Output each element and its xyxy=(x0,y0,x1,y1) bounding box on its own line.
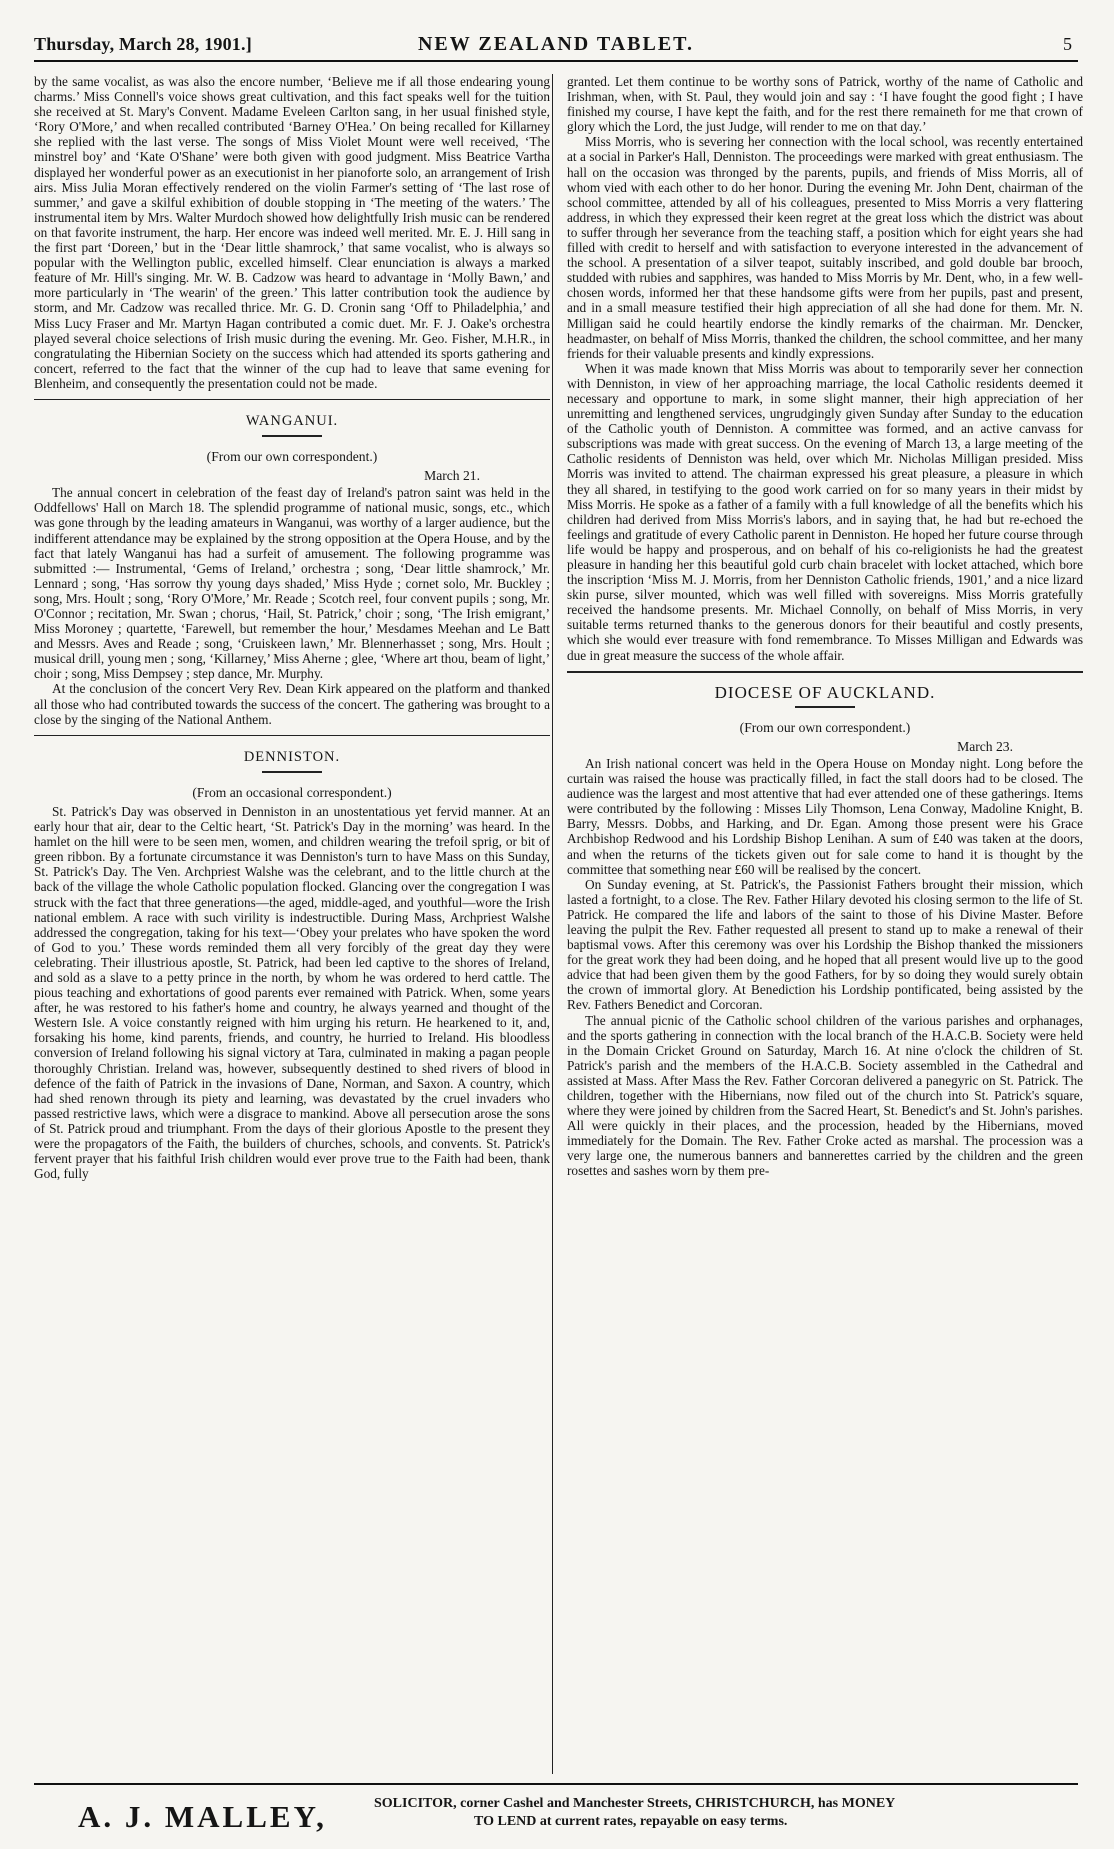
article-paragraph: granted. Let them continue to be worthy sons of Patrick, worthy of the name of Catholic and Irishman, when, with St. Paul, they would join and say : ‘I have fought the good fight ; I have finished my course, I have kept the faith, and for the rest there remaineth for me that crown of glory which the Lord, the just Judge, will render to me on that day.’ xyxy=(567,74,1083,135)
masthead-title: NEW ZEALAND TABLET. xyxy=(417,33,695,55)
issue-date: Thursday, March 28, 1901.] xyxy=(34,34,252,54)
article-paragraph: On Sunday evening, at St. Patrick's, the Passionist Fathers brought their mission, which lasted a fortnight, to a close. The Rev. Father Hilary devoted his closing sermon to the life of St. Patrick. He compared the life and labors of the saint to those of his Divine Master. Before leaving the pulpit the Rev. Father requested all present to stand up to make a renewal of their baptismal vows. After this ceremony was over his Lordship the Bishop thanked the missioners for the great work they had been doing, and he hoped that all present would live up to the good advice that had been given them by the good Fathers, for by so doing they would surely obtain the crown of immortal glory. At Benediction his Lordship pontificated, being assisted by the Rev. Fathers Benedict and Corcoran. xyxy=(567,876,1083,1013)
advertisement-text xyxy=(374,1795,1014,1831)
article-paragraph: When it was made known that Miss Morris was about to temporarily sever her connection with Denniston, in view of her approaching marriage, the local Catholic residents deemed it necessary and opportune to mark, in some slight manner, their high appreciation of her unremitting and lengthened services, ungrudgingly given Sunday after Sunday to the education of the Catholic youth of Denniston. A committee was formed, and an active canvass for subscriptions was made with great success. On the evening of March 13, a large meeting of the Catholic residents of Denniston was held, over which Mr. Nicholas Milligan presided. Miss Morris was invited to attend. The chairman expressed his great pleasure, a pleasure in which they all shared, in testifying to the good work carried on for so many years in their midst by Miss Morris. He spoke as a father of a family with a full knowledge of all the benefits which his children had derived from Miss Morris's labors, and in saying that, he had but re-echoed the feelings and gratitude of every Catholic parent in Denniston. He hoped her future course through life would be happy and prosperous, and on behalf of his co-religionists he had the greatest pleasure in handing her this beautiful gold curb chain bracelet with locket attached, which bore the inscription ‘Miss M. J. Morris, from her Denniston Catholic friends, 1901,’ and a nice lizard skin purse, silver mounted, which was well filled with sovereigns. Miss Morris gratefully received the handsome presents. Mr. Michael Connolly, on behalf of Miss Morris, in very suitable terms returned thanks to the generous donors for their beautiful and costly presents, which she would ever treasure with fond remembrance. To Misses Milligan and Edwards was due in great measure the success of the whole affair. xyxy=(567,360,1083,663)
page-header xyxy=(34,32,1078,62)
advertisement-line: TO LEND at current rates, repayable on easy terms. xyxy=(474,1814,788,1829)
article-paragraph: St. Patrick's Day was observed in Denniston in an unostentatious yet fervid manner. At an early hour that air, dear to the Celtic heart, ‘St. Patrick's Day in the morning’ was heard. In the hamlet on the hill were to be seen men, women, and children wearing the trefoil sprig, or bit of green ribbon. By a fortunate circumstance it was Denniston's turn to have Mass on this Sunday, St. Patrick's Day. The Ven. Archpriest Walshe was the celebrant, and to the little church at the back of the village the whole Catholic population flocked. Glancing over the congregation I was struck with the fact that three generations—the aged, middle-aged, and youthful—wore the Irish national emblem. A race with such virility is indestructible. During Mass, Archpriest Walshe addressed the congregation, taking for his text—‘Obey your prelates who have spoken the word of God to you.’ These words reminded them all very forcibly of the great day they were celebrating. Their illustrious apostle, St. Patrick, had been led captive to the shores of Ireland, and sold as a slave to a petty prince in the north, by whom he was ordered to herd cattle. The pious teaching and exhortations of good parents ever remained with Patrick. When, some years after, he was restored to his father's home and country, he always yearned and thought of the Western Isle. A voice constantly reigned with him urging his return. He hearkened to it, and, forsaking his home, kind parents, friends, and country, he hurried to Ireland. His bloodless conversion of Ireland following his signal victory at Tara, culminated in making a pagan people thoroughly Christian. Ireland was, however, subsequently destined to shed rivers of blood in defence of the faith of Patrick in the invasions of Dane, Norman, and Saxon. A country, which had shed renown through its piety and learning, was devastated by the cruel invaders who passed restrictive laws, which were a disgrace to mankind. Above all persecution arose the sons of St. Patrick proud and triumphant. From the days of their glorious Apostle to the present they were the propagators of the Faith, the builders of churches, schools, and convents. St. Patrick's fervent prayer that his faithful Irish children would ever prove true to the Faith had been, thank God, fully xyxy=(34,803,550,1182)
article-paragraph: Miss Morris, who is severing her connection with the local school, was recently entertained at a social in Parker's Hall, Denniston. The proceedings were marked with great enthusiasm. The hall on the occasion was thronged by the parents, pupils, and friends of Miss Morris, all of whom vied with each other to do her honor. During the evening Mr. John Dent, chairman of the school committee, attended by all of his colleagues, presented to Miss Morris a very flattering address, in which they expressed their keen regret at the great loss which the district was about to suffer through her severance from the teaching staff, a position which for eight years she had filled with credit to herself and with satisfaction to everyone interested in the advancement of the school. A presentation of a silver teapot, suitably inscribed, and gold double bar brooch, studded with rubies and sapphires, was handed to Miss Morris by Mr. Dent, who, in a few well-chosen words, informed her that these handsome gifts were from her pupils, past and present, and in a small measure testified their high appreciation of all she had done for them. Mr. N. Milligan said he could heartily endorse the kindly remarks of the chairman. Mr. Dencker, headmaster, on behalf of Miss Morris, thanked the children, the school committee, and her many friends for their valuable presents and kindly expressions. xyxy=(567,134,1083,361)
dateline: March 21. xyxy=(424,468,480,484)
section-heading-denniston: DENNISTON. xyxy=(243,748,341,765)
correspondent-line: (From our own correspondent.) xyxy=(206,449,378,465)
article-paragraph: The annual picnic of the Catholic school children of the various parishes and orphanages, and the sports gathering in connection with the local branch of the H.A.C.B. Society were held in the Domain Cricket Ground on Saturday, March 16. At nine o'clock the children of St. Patrick's parish and the members of the H.A.C.B. Society assembled in the Cathedral and assisted at Mass. After Mass the Rev. Father Corcoran delivered a panegyric on St. Patrick. The children, together with the Hibernians, now filed out of the church into St. Patrick's square, where they were joined by children from the Sacred Heart, St. Benedict's and St. John's parishes. All were quickly in their places, and the procession, headed by the Hibernians, moved immediately for the Domain. The Rev. Father Croke acted as marshal. The procession was a very large one, the numerous banners and bannerettes carried by the children and the green rosettes and sashes worn by them pre- xyxy=(567,1012,1083,1179)
advertisement xyxy=(34,1783,1078,1841)
heading-rule xyxy=(262,771,322,773)
article-paragraph: An Irish national concert was held in the Opera House on Monday night. Long before the curtain was raised the house was practically filled, in fact the stall doors had to be closed. The audience was the largest and most attentive that had ever attended one of these gatherings. Items were contributed by the following : Misses Lily Thomson, Lena Conway, Madoline Knight, B. Barry, Messrs. Dobbs, and Harking, and Dr. Egan. Among those present were his Grace Archbishop Redwood and his Lordship Bishop Lenihan. A sum of £40 was taken at the doors, and when the returns of the tickets given out for sale come to hand it is thought by the committee that something near £60 will be realised by the concert. xyxy=(567,755,1083,877)
advertisement-line: SOLICITOR, corner Cashel and Manchester Streets, CHRISTCHURCH, has MONEY xyxy=(374,1796,896,1811)
advertiser-name: A. J. MALLEY, xyxy=(78,1799,327,1834)
page-number: 5 xyxy=(1063,34,1072,54)
article-paragraph: The annual concert in celebration of the feast day of Ireland's patron saint was held in the Oddfellows' Hall on March 18. The splendid programme of national music, songs, etc., which was gone through by the leading amateurs in Wanganui, was worthy of a larger audience, but the indifferent attendance may be explained by the strong opposition at the Opera House, and by the fact that lately Wanganui has had a surfeit of amusement. The following programme was submitted :— Instrumental, ‘Gems of Ireland,’ orchestra ; song, ‘Dear little shamrock,’ Mr. Lennard ; song, ‘Has sorrow thy young days shaded,’ Miss Hyde ; cornet solo, Mr. Buckley ; song, Mrs. Hoult ; song, ‘Rory O'More,’ Mr. Reade ; Scotch reel, four convent pupils ; song, Mr. O'Connor ; recitation, Mr. Swan ; chorus, ‘Hail, St. Patrick,’ choir ; song, ‘The Irish emigrant,’ Miss Moroney ; quartette, ‘Farewell, but remember the hour,’ Mesdames Meehan and Le Batt and Messrs. Aves and Reade ; song, ‘Cruiskeen lawn,’ Mr. Blennerhasset ; song, Mrs. Hoult ; musical drill, young men ; song, ‘Killarney,’ Miss Aherne ; glee, ‘Where art thou, beam of light,’ choir ; song, Miss Dempsey ; step dance, Mr. Murphy. xyxy=(34,485,550,682)
correspondent-line: (From an occasional correspondent.) xyxy=(192,784,392,800)
section-heading-auckland: DIOCESE OF AUCKLAND. xyxy=(714,682,936,702)
correspondent-line: (From our own correspondent.) xyxy=(739,719,911,735)
section-heading-wanganui: WANGANUI. xyxy=(245,412,339,429)
left-column xyxy=(34,74,550,1772)
article-paragraph: At the conclusion of the concert Very Rev. Dean Kirk appeared on the platform and thanked all those who had contributed towards the success of the concert. The gathering was brought to a close by the singing of the National Anthem. xyxy=(34,681,550,727)
column-divider xyxy=(552,74,553,1774)
heading-rule xyxy=(795,706,855,708)
heading-rule xyxy=(262,435,322,437)
dateline: March 23. xyxy=(957,738,1013,754)
section-divider xyxy=(34,399,550,400)
right-column xyxy=(567,74,1083,1772)
section-divider xyxy=(34,735,550,736)
section-divider xyxy=(567,671,1083,673)
article-paragraph: by the same vocalist, as was also the encore number, ‘Believe me if all those endearing young charms.’ Miss Connell's voice shows great cultivation, and this fact speaks well for the tuition she received at St. Mary's Convent. Madame Eveleen Carlton sang, in her usual finished style, ‘Rory O'More,’ and when recalled contributed ‘Barney O'Hea.’ On being recalled for Killarney she replied with the last verse. The songs of Miss Violet Mount were well received, ‘The minstrel boy’ and ‘Kate O'Shane’ were both given with good judgment. Miss Beatrice Vartha displayed her wonderful power as an executionist in her pianoforte solo, an arrangement of Irish airs. Miss Julia Moran effectively rendered on the violin Farmer's setting of ‘The last rose of summer,’ and gave a skilful exhibition of double stopping in ‘The meeting of the waters.’ The instrumental item by Mrs. Walter Murdoch showed how delightfully Irish music can be rendered on that favorite instrument, the harp. Her encore was indeed well merited. Mr. E. J. Hill sang in the first part ‘Doreen,’ but in the ‘Dear little shamrock,’ that same vocalist, who is always so popular with the Wellington public, excelled himself. Clear enunciation is always a marked feature of Mr. Hill's singing. Mr. W. B. Cadzow was heard to advantage in ‘Molly Bawn,’ and more particularly in ‘The wearin' of the green.’ This latter contribution took the audience by storm, and Mr. Cadzow was recalled thrice. Mr. G. D. Cronin sang ‘Off to Philadelphia,’ and Miss Lucy Fraser and Mr. Martyn Hagan contributed a comic duet. Mr. F. J. Oake's orchestra played several choice selections of Irish music during the evening. Mr. Geo. Fisher, M.H.R., in congratulating the Hibernian Society on the success which had attended its sports gathering and concert, referred to the fact that the winner of the cup had to leave that same evening for Blenheim, and consequently the presentation could not be made. xyxy=(34,74,550,391)
